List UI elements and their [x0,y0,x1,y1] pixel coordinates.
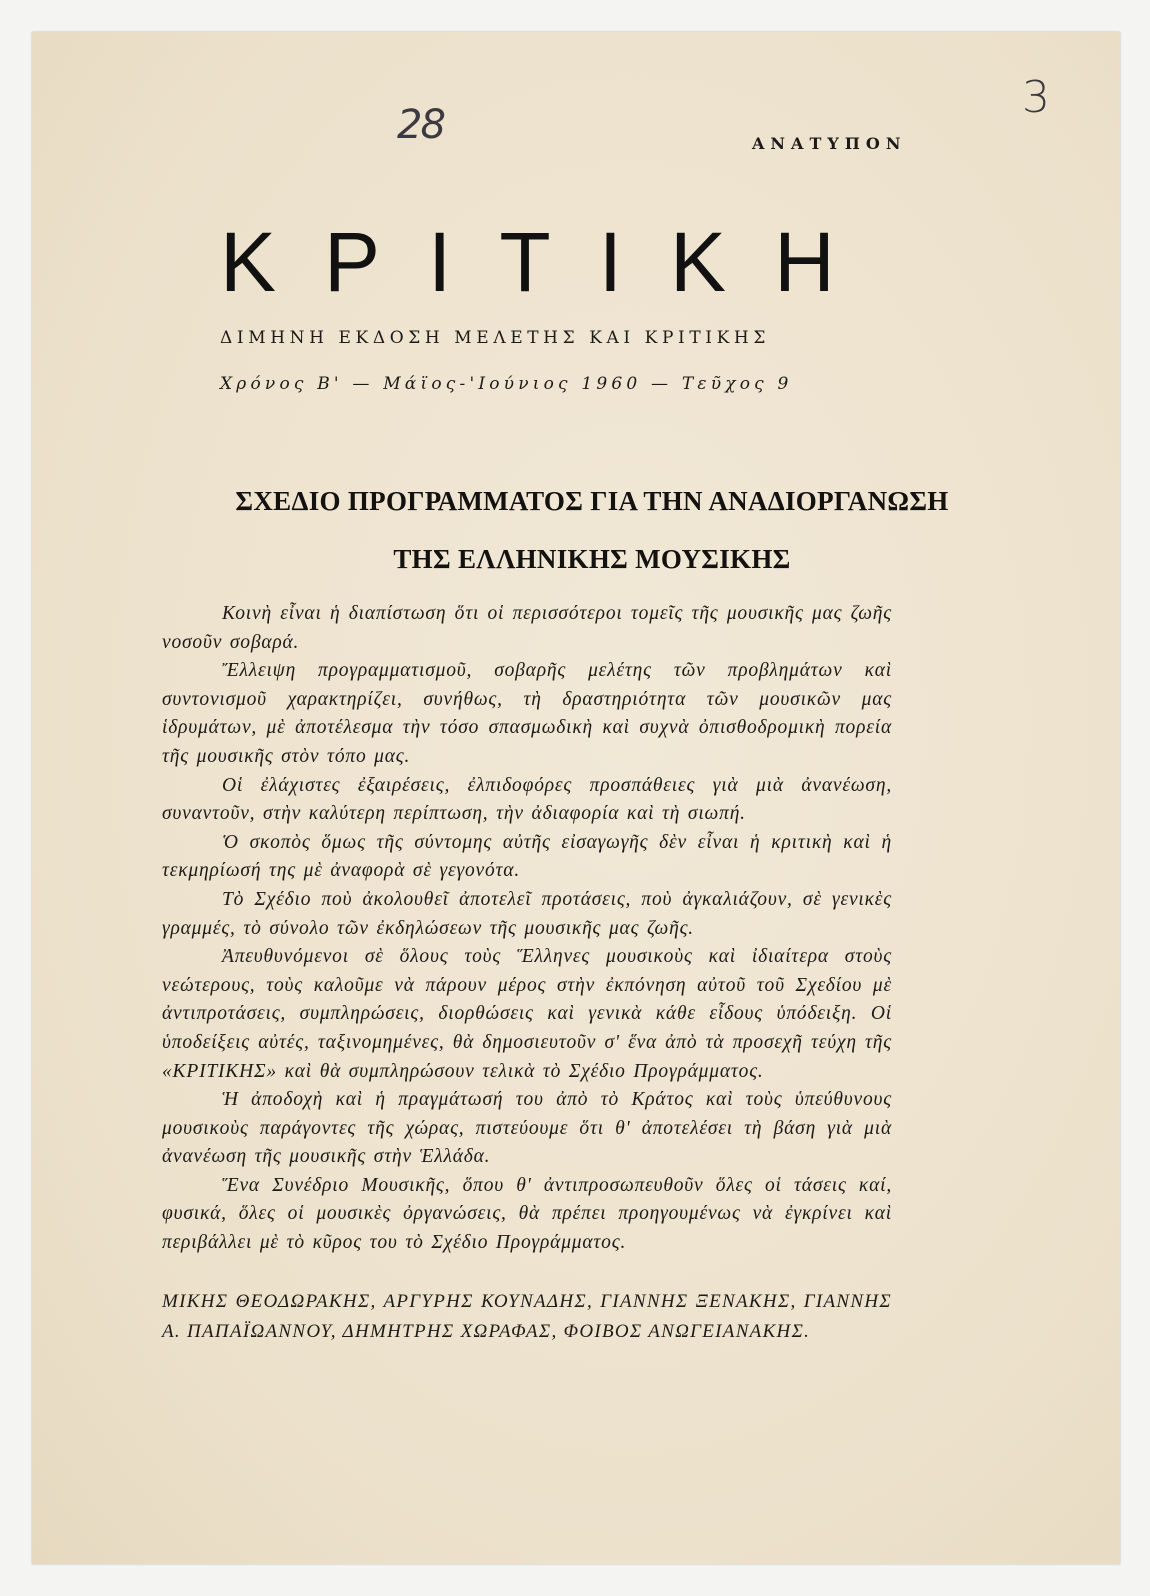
journal-title: ΚΡΙΤΙΚΗ [220,215,883,309]
journal-subtitle: ΔΙΜΗΝΗ ΕΚΔΟΣΗ ΜΕΛΕΤΗΣ ΚΑΙ ΚΡΙΤΙΚΗΣ [220,328,770,348]
signatories: ΜΙΚΗΣ ΘΕΟΔΩΡΑΚΗΣ, ΑΡΓΥΡΗΣ ΚΟΥΝΑΔΗΣ, ΓΙΑΝΝΗΣ ΞΕΝΑΚΗΣ, ΓΙΑΝΝΗΣ Α. ΠΑΠΑΪΩΑΝΝΟΥ, ΔΗΜΗΤΡΗΣ ΧΩΡΑΦΑΣ, ΦΟΙΒΟΣ ΑΝΩΓΕΙΑΝΑΚΗΣ. [162,1291,892,1342]
paragraph: Ἀπευθυνόμενοι σὲ ὅλους τοὺς Ἕλληνες μουσικοὺς καὶ ἰδιαίτερα στοὺς νεώτερους, τοὺς καλοῦμε νὰ πάρουν μέρος στὴν ἐκπόνηση αὐτοῦ τοῦ Σχεδίου μὲ ἀντιπροτάσεις, συμπληρώσεις, διορθώσεις καὶ γενικὰ κάθε εἶδους ὑπόδειξη. Οἱ ὑποδείξεις αὐτές, ταξινομημένες, θὰ δημοσιευτοῦν σ' ἕνα ἀπὸ τὰ προσεχῆ τεύχη τῆς «ΚΡΙΤΙΚΗΣ» καὶ θὰ συμπληρώσουν τελικὰ τὸ Σχέδιο Προγράμματος. [162,946,892,1082]
reprint-label: ΑΝΑΤΥΠΟΝ [752,134,907,153]
paragraph: Ὁ σκοπὸς ὅμως τῆς σύντομης αὐτῆς εἰσαγωγῆς δὲν εἶναι ἡ κριτικὴ καὶ ἡ τεκμηρίωσή της μὲ ἀναφορὰ σὲ γεγονότα. [162,831,892,882]
issue-line: Χρόνος Β' — Μάϊος-'Ιούνιος 1960 — Τεῦχος 9 [220,374,793,394]
handwritten-corner-mark: 3 [1022,72,1050,123]
paragraph: Τὸ Σχέδιο ποὺ ἀκολουθεῖ ἀποτελεῖ προτάσεις, ποὺ ἀγκαλιάζουν, σὲ γενικὲς γραμμές, τὸ σύνολο τῶν ἐκδηλώσεων τῆς μουσικῆς μας ζωῆς. [162,888,892,939]
document-page [32,32,1120,1564]
handwritten-page-number: 28 [397,102,444,148]
article-title-line-2: ΤΗΣ ΕΛΛΗΝΙΚΗΣ ΜΟΥΣΙΚΗΣ [393,544,791,574]
article-body [162,600,892,1258]
paragraph: Ἡ ἀποδοχὴ καὶ ἡ πραγμάτωσή του ἀπὸ τὸ Κράτος καὶ τοὺς ὑπεύθυνους μουσικοὺς παράγοντες τῆς χώρας, πιστεύουμε ὅτι θ' ἀποτελέσει τὴ βάση γιὰ μιὰ ἀνανέωση τῆς μουσικῆς στὴν Ἑλλάδα. [162,1089,892,1168]
paragraph: Ἕνα Συνέδριο Μουσικῆς, ὅπου θ' ἀντιπροσωπευθοῦν ὅλες οἱ τάσεις καί, φυσικά, ὅλες οἱ μουσικὲς ὀργανώσεις, θὰ πρέπει προηγουμένως νὰ ἐγκρίνει καὶ περιβάλλει μὲ τὸ κῦρος του τὸ Σχέδιο Προγράμματος. [162,1174,892,1254]
paragraph: Κοινὴ εἶναι ἡ διαπίστωση ὅτι οἱ περισσότεροι τομεῖς τῆς μουσικῆς μας ζωῆς νοσοῦν σοβαρά. [162,603,892,653]
paragraph: Οἱ ἐλάχιστες ἐξαιρέσεις, ἐλπιδοφόρες προσπάθειες γιὰ μιὰ ἀνανέωση, συναντοῦν, στὴν καλύτερη περίπτωση, τὴν ἀδιαφορία καὶ τὴ σιωπή. [162,774,892,825]
paragraph: Ἔλλειψη προγραμματισμοῦ, σοβαρῆς μελέτης τῶν προβλημάτων καὶ συντονισμοῦ χαρακτηρίζει, συνήθως, τὴ δραστηριότητα τῶν μουσικῶν μας ἱδρυμάτων, μὲ ἀποτέλεσμα τὴν τόσο σπασμωδικὴ καὶ συχνὰ ὀπισθοδρομικὴ πορεία τῆς μουσικῆς στὸν τόπο μας. [162,660,892,767]
article-title-line-1: ΣΧΕΔΙΟ ΠΡΟΓΡΑΜΜΑΤΟΣ ΓΙΑ ΤΗΝ ΑΝΑΔΙΟΡΓΑΝΩΣΗ [235,486,949,516]
